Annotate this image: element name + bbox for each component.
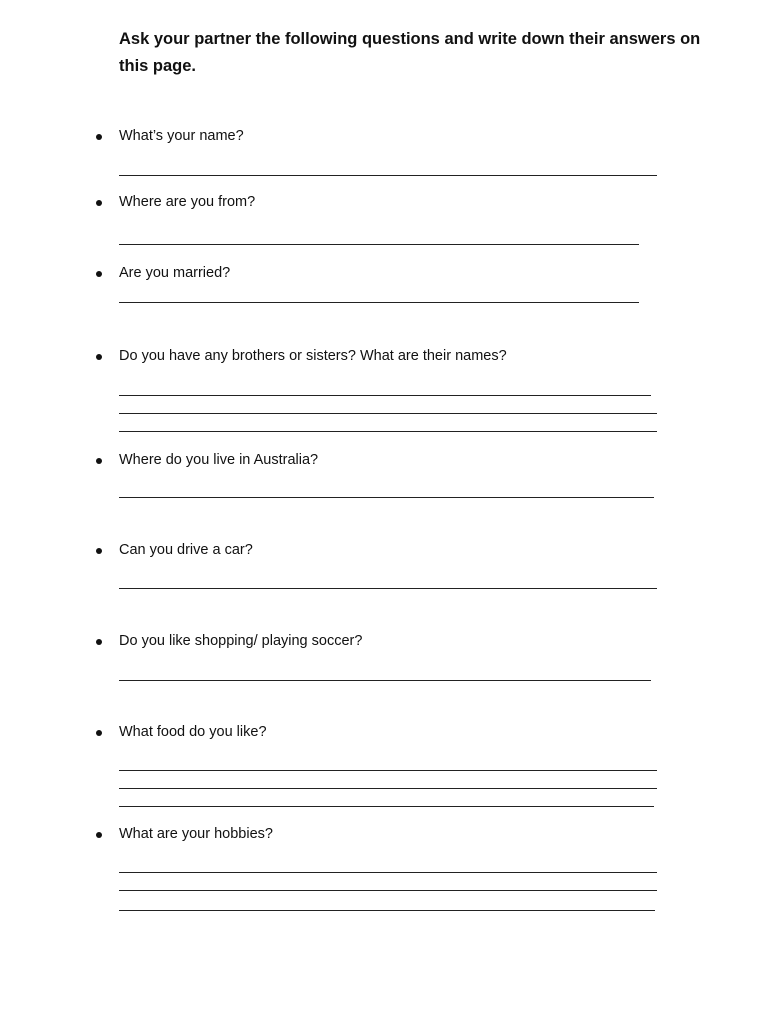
answer-line[interactable] [119, 770, 657, 771]
instructions-text: Ask your partner the following questions and write down their answers on this page. [119, 30, 701, 75]
question-text: Do you like shopping/ playing soccer? [119, 633, 363, 649]
bullet-icon [96, 730, 102, 736]
answer-line[interactable] [119, 302, 639, 303]
answer-line[interactable] [119, 175, 657, 176]
answer-line[interactable] [119, 588, 657, 589]
answer-line[interactable] [119, 910, 655, 911]
question-item [0, 828, 768, 848]
question-item [0, 635, 768, 655]
question-item [0, 726, 768, 746]
question-text: Are you married? [119, 265, 231, 281]
question-item [0, 350, 768, 370]
bullet-icon [96, 354, 102, 360]
answer-line[interactable] [119, 395, 651, 396]
answer-line[interactable] [119, 806, 654, 807]
bullet-icon [96, 458, 102, 464]
answer-line[interactable] [119, 244, 639, 245]
question-text: What are your hobbies? [119, 826, 273, 842]
answer-line[interactable] [119, 680, 651, 681]
bullet-icon [96, 832, 102, 838]
question-item [0, 454, 768, 474]
question-text: Where are you from? [119, 194, 256, 210]
answer-line[interactable] [119, 431, 657, 432]
answer-line[interactable] [119, 413, 657, 414]
question-text: What food do you like? [119, 724, 267, 740]
question-text: Do you have any brothers or sisters? What are their names? [119, 348, 507, 364]
question-text: Where do you live in Australia? [119, 452, 319, 468]
answer-line[interactable] [119, 890, 657, 891]
bullet-icon [96, 548, 102, 554]
answer-line[interactable] [119, 872, 657, 873]
question-item [0, 544, 768, 564]
question-text: Can you drive a car? [119, 542, 253, 558]
bullet-icon [96, 200, 102, 206]
bullet-icon [96, 639, 102, 645]
question-item [0, 267, 768, 287]
bullet-icon [96, 271, 102, 277]
question-item [0, 130, 768, 150]
question-text: What’s your name? [119, 128, 244, 144]
bullet-icon [96, 134, 102, 140]
question-item [0, 196, 768, 216]
answer-line[interactable] [119, 497, 654, 498]
answer-line[interactable] [119, 788, 657, 789]
